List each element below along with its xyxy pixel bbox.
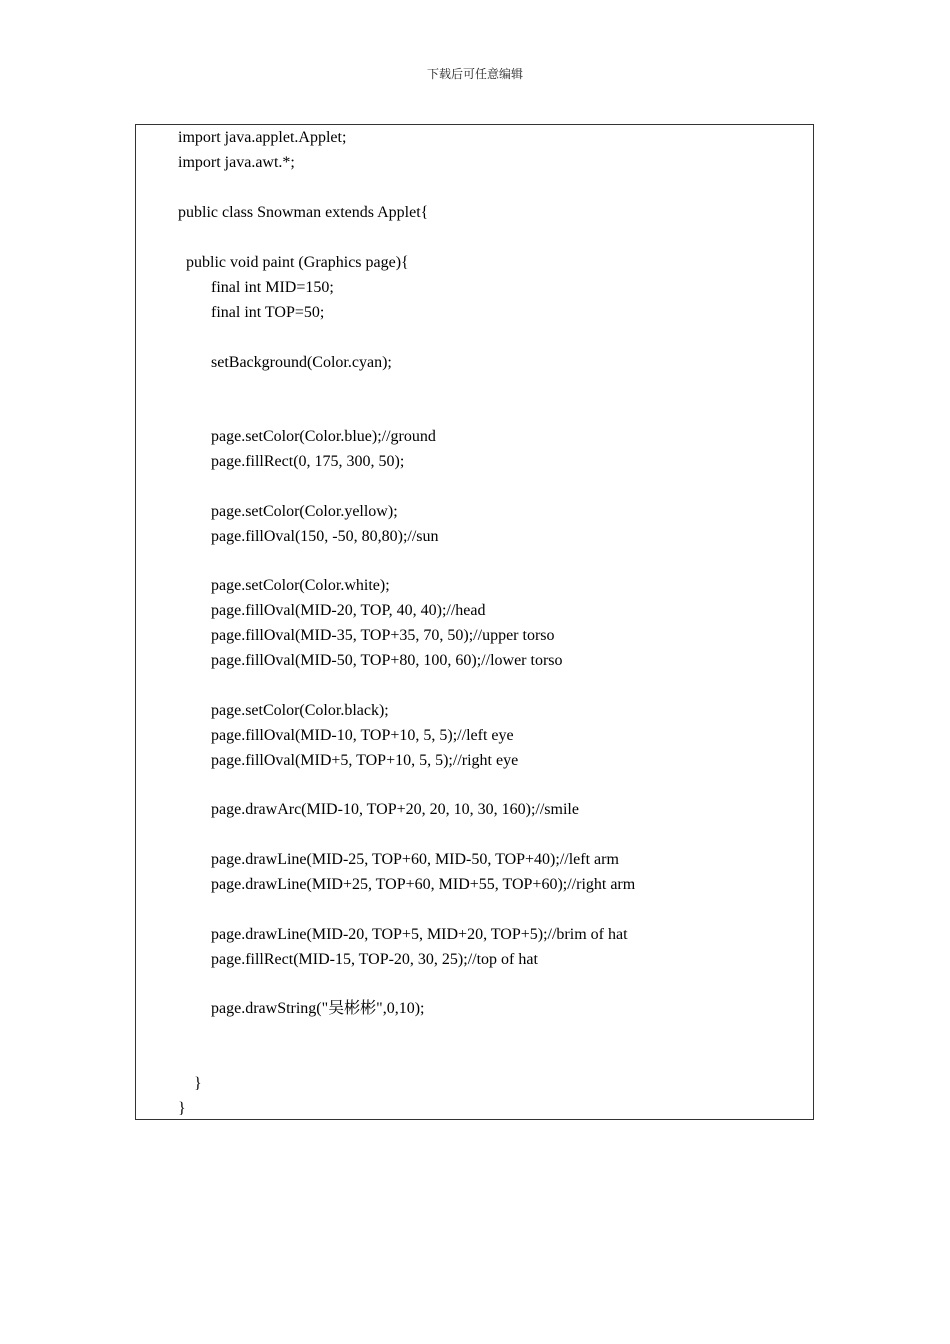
code-line: }: [194, 1075, 202, 1092]
code-line: final int TOP=50;: [211, 304, 325, 321]
page-header: 下载后可任意编辑: [426, 67, 523, 81]
code-line: page.fillOval(150, -50, 80,80);//sun: [211, 528, 439, 545]
code-line: page.setColor(Color.white);: [211, 577, 390, 594]
code-line: page.fillOval(MID-50, TOP+80, 100, 60);//lower torso: [211, 652, 563, 669]
code-line: page.fillRect(MID-15, TOP-20, 30, 25);//top of hat: [211, 951, 538, 968]
code-listing-box: [135, 124, 814, 1120]
code-line: page.fillOval(MID-35, TOP+35, 70, 50);//upper torso: [211, 627, 555, 644]
code-line: setBackground(Color.cyan);: [211, 354, 392, 371]
code-line: page.drawLine(MID-20, TOP+5, MID+20, TOP+5);//brim of hat: [211, 926, 628, 943]
code-line: page.setColor(Color.blue);//ground: [211, 428, 436, 445]
code-line: page.drawArc(MID-10, TOP+20, 20, 10, 30, 160);//smile: [211, 801, 579, 818]
code-line: page.fillRect(0, 175, 300, 50);: [211, 453, 405, 470]
code-line: page.setColor(Color.black);: [211, 702, 389, 719]
code-line: import java.applet.Applet;: [178, 129, 347, 146]
code-line: page.drawLine(MID+25, TOP+60, MID+55, TOP+60);//right arm: [211, 876, 636, 893]
code-line: import java.awt.*;: [178, 154, 295, 171]
code-line: page.drawString("吴彬彬",0,10);: [211, 1000, 425, 1017]
code-line: page.fillOval(MID-20, TOP, 40, 40);//head: [211, 602, 486, 619]
code-line: page.setColor(Color.yellow);: [211, 503, 398, 520]
code-line: page.drawLine(MID-25, TOP+60, MID-50, TOP+40);//left arm: [211, 851, 619, 868]
code-line: public class Snowman extends Applet{: [178, 204, 429, 221]
code-line: }: [178, 1100, 186, 1117]
code-line: page.fillOval(MID-10, TOP+10, 5, 5);//left eye: [211, 727, 514, 744]
code-line: final int MID=150;: [211, 279, 334, 296]
code-line: public void paint (Graphics page){: [186, 254, 409, 271]
code-line: page.fillOval(MID+5, TOP+10, 5, 5);//right eye: [211, 752, 519, 769]
